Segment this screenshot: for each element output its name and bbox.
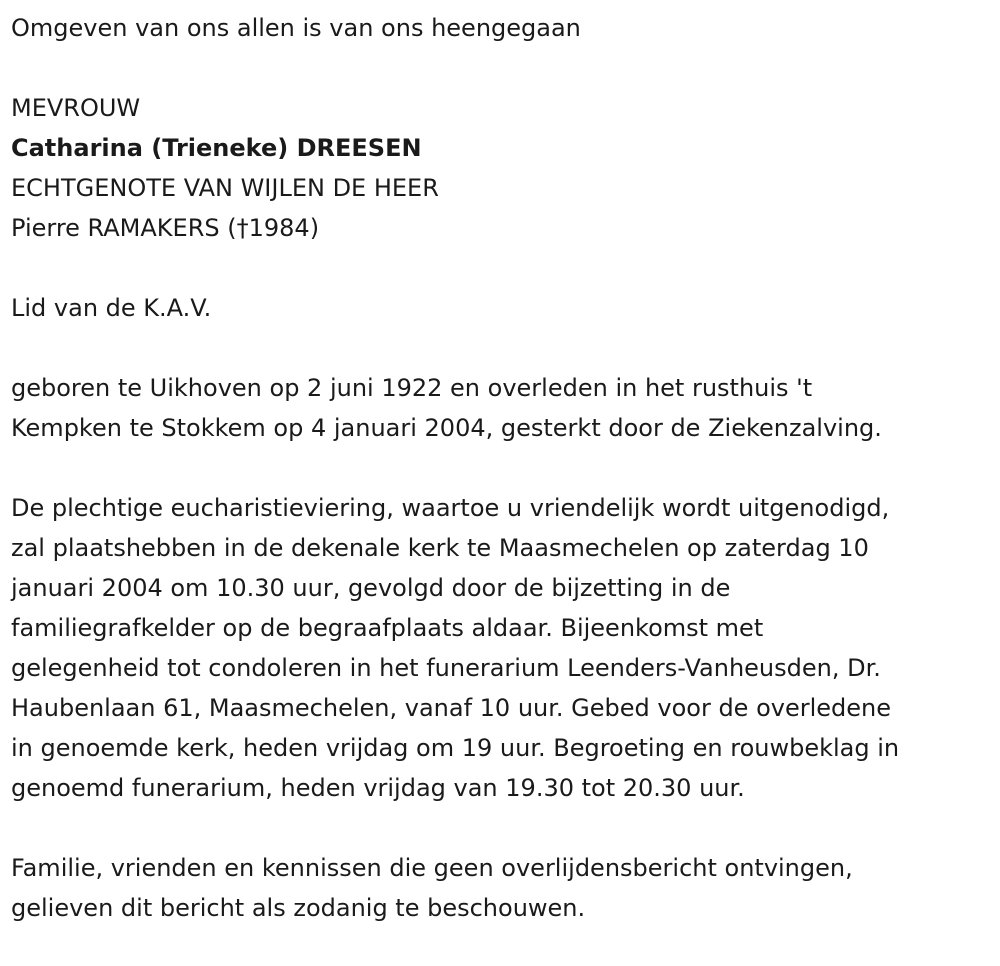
ceremony-paragraph bbox=[11, 488, 996, 808]
membership-text: Lid van de K.A.V. bbox=[11, 294, 212, 322]
ceremony-line: De plechtige eucharistieviering, waartoe u vriendelijk wordt uitgenodigd, bbox=[11, 494, 890, 522]
closing-line: Familie, vrienden en kennissen die geen overlijdensbericht ontvingen, bbox=[11, 854, 853, 882]
closing-paragraph bbox=[11, 848, 996, 928]
ceremony-line: familiegrafkelder op de begraafplaats aldaar. Bijeenkomst met bbox=[11, 614, 764, 642]
closing-line: gelieven dit bericht als zodanig te beschouwen. bbox=[11, 894, 586, 922]
ceremony-line: zal plaatshebben in de dekenale kerk te Maasmechelen op zaterdag 10 bbox=[11, 534, 869, 562]
ceremony-line: januari 2004 om 10.30 uur, gevolgd door de bijzetting in de bbox=[11, 574, 731, 602]
ceremony-line: Haubenlaan 61, Maasmechelen, vanaf 10 uur. Gebed voor de overledene bbox=[11, 694, 892, 722]
spouse-name: Pierre RAMAKERS (†1984) bbox=[11, 214, 320, 242]
honorific-title: MEVROUW bbox=[11, 94, 141, 122]
ceremony-line: gelegenheid tot condoleren in het funerarium Leenders-Vanheusden, Dr. bbox=[11, 654, 881, 682]
birth-death-line: geboren te Uikhoven op 2 juni 1922 en overleden in het rusthuis 't bbox=[11, 374, 813, 402]
ceremony-line: genoemd funerarium, heden vrijdag van 19.30 tot 20.30 uur. bbox=[11, 774, 745, 802]
birth-death-line: Kempken te Stokkem op 4 januari 2004, gesterkt door de Ziekenzalving. bbox=[11, 414, 882, 442]
ceremony-line: in genoemde kerk, heden vrijdag om 19 uur. Begroeting en rouwbeklag in bbox=[11, 734, 900, 762]
obituary-notice bbox=[11, 8, 996, 928]
deceased-name: Catharina (Trieneke) DREESEN bbox=[11, 134, 422, 162]
spouse-intro: ECHTGENOTE VAN WIJLEN DE HEER bbox=[11, 174, 439, 202]
intro-text: Omgeven van ons allen is van ons heengegaan bbox=[11, 14, 581, 42]
birth-death-paragraph bbox=[11, 368, 996, 448]
